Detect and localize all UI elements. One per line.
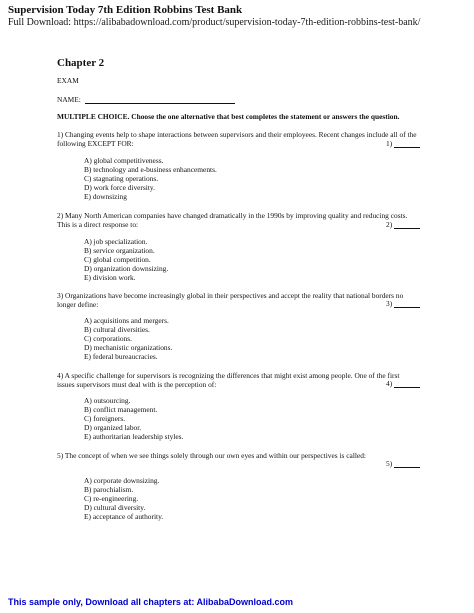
answer-blank-line — [394, 140, 420, 148]
exam-label: EXAM — [57, 76, 79, 85]
answer-blank-line — [394, 300, 420, 308]
full-download-link[interactable]: https://alibabadownload.com/product/supervision-today-7th-edition-robbins-test-bank/ — [73, 17, 421, 28]
question-5-answer — [386, 459, 420, 468]
name-blank-line — [85, 96, 235, 104]
name-row — [57, 95, 235, 104]
option: D) cultural diversity. — [84, 502, 146, 512]
question-2-text: 2) Many North American companies have changed dramatically in the 1990s by improving quality and reducing costs. This is a direct response to: — [57, 211, 408, 230]
question-1-answer — [386, 139, 420, 148]
option: A) corporate downsizing. — [84, 476, 160, 485]
option: D) organization downsizing. — [84, 263, 169, 273]
option: C) corporations. — [84, 333, 133, 343]
question-5-options — [84, 477, 163, 522]
option: E) downsizing — [84, 191, 127, 201]
answer-blank-line — [394, 460, 420, 468]
question-4-text: 4) A specific challenge for supervisors is recognizing the differences that might exist among people. One of the first issues supervisors must deal with is the perception of: — [57, 371, 400, 390]
option: B) technology and e-business enhancements. — [84, 164, 217, 174]
question-4-number: 4) — [386, 379, 393, 388]
option: A) job specialization. — [84, 237, 148, 246]
question-1-number: 1) — [386, 139, 393, 148]
option: A) outsourcing. — [84, 396, 131, 405]
option: C) stagnating operations. — [84, 173, 159, 183]
question-3-answer — [386, 299, 420, 308]
option: E) federal bureaucracies. — [84, 351, 158, 361]
question-5-number: 5) — [386, 459, 393, 468]
chapter-heading: Chapter 2 — [57, 57, 105, 69]
option: B) service organization. — [84, 245, 155, 255]
question-2-number: 2) — [386, 220, 393, 229]
option: B) conflict management. — [84, 404, 158, 414]
option: E) division work. — [84, 272, 136, 282]
question-2-options — [84, 238, 168, 283]
instructions: MULTIPLE CHOICE. Choose the one alternative that best completes the statement or answers the question. — [57, 112, 400, 121]
option: C) re-engineering. — [84, 493, 139, 503]
question-4-options — [84, 397, 183, 442]
answer-blank-line — [394, 221, 420, 229]
question-1-options — [84, 157, 217, 202]
question-3-options — [84, 317, 172, 362]
full-download-label: Full Download: — [8, 17, 72, 28]
question-5-text: 5) The concept of when we see things solely through our own eyes and within our perspectives is called: — [57, 451, 366, 460]
question-4-answer — [386, 379, 420, 388]
question-3-text: 3) Organizations have become increasingly global in their perspectives and accept the reality that national borders no longer define: — [57, 291, 404, 310]
document-title: Supervision Today 7th Edition Robbins Test Bank — [8, 4, 243, 16]
question-1-text: 1) Changing events help to shape interactions between supervisors and their employees. Recent changes include all of the following EXCEPT FOR: — [57, 130, 417, 149]
question-2-answer — [386, 220, 420, 229]
option: C) global competition. — [84, 254, 151, 264]
option: E) authoritarian leadership styles. — [84, 431, 184, 441]
option: D) mechanistic organizations. — [84, 342, 173, 352]
answer-blank-line — [394, 380, 420, 388]
option: D) work force diversity. — [84, 182, 155, 192]
option: A) global competitiveness. — [84, 156, 164, 165]
question-3-number: 3) — [386, 299, 393, 308]
option: E) acceptance of authority. — [84, 511, 164, 521]
name-label: NAME: — [57, 95, 81, 104]
footer-download-notice[interactable]: This sample only, Download all chapters at: AlibabaDownload.com — [8, 597, 294, 607]
option: C) foreigners. — [84, 413, 126, 423]
full-download-line — [8, 17, 420, 28]
option: B) cultural diversities. — [84, 324, 150, 334]
option: A) acquisitions and mergers. — [84, 316, 169, 325]
option: D) organized labor. — [84, 422, 142, 432]
option: B) parochialism. — [84, 484, 134, 494]
